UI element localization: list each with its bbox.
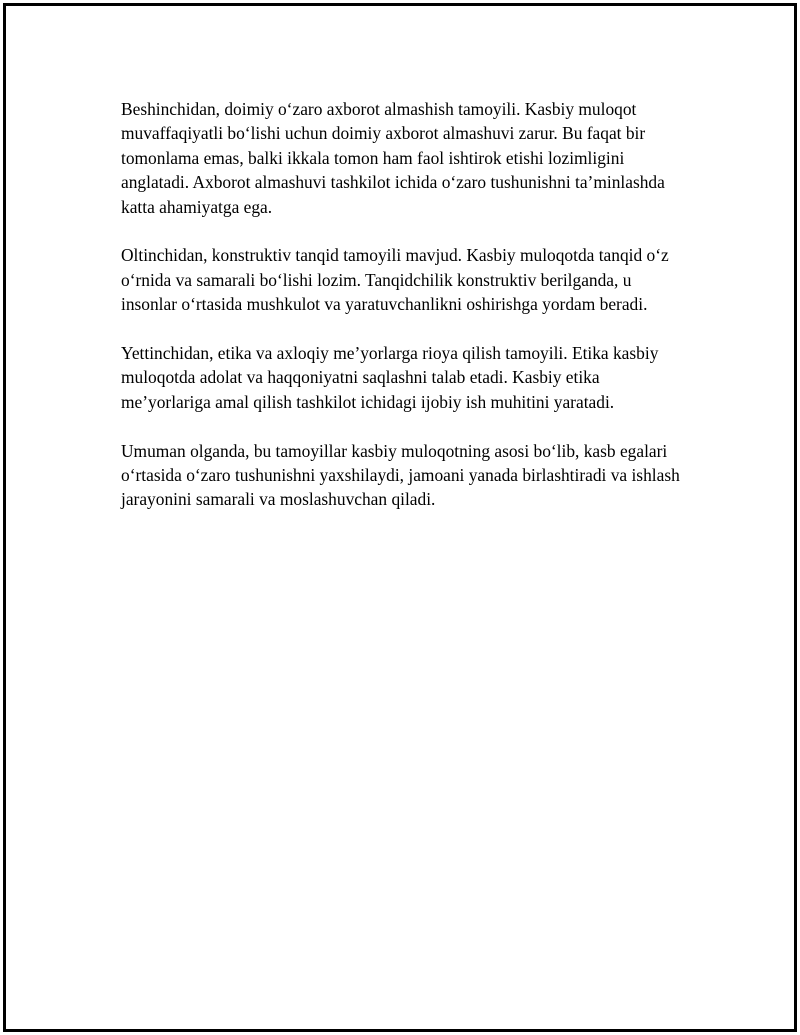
- paragraph-principle-seven: Yettinchidan, etika va axloqiy me’yorlarga rioya qilish tamoyili. Etika kasbiy muloqotda adolat va haqqoniyatni saqlashni talab etadi. Kasbiy etika me’yorlariga amal qilish tashkilot ichidagi ijobiy ish muhitini yaratadi.: [121, 343, 659, 412]
- paragraph-conclusion: Umuman olganda, bu tamoyillar kasbiy muloqotning asosi bo‘lib, kasb egalari o‘rtasida o‘zaro tushunishni yaxshilaydi, jamoani yanada birlashtiradi va ishlash jarayonini samarali va moslashuvchan qiladi.: [121, 440, 680, 510]
- document-page: [3, 3, 797, 1032]
- paragraph-principle-five: Beshinchidan, doimiy o‘zaro axborot almashish tamoyili. Kasbiy muloqot muvaffaqiyatli bo‘lishi uchun doimiy axborot almashuvi zarur. Bu faqat bir tomonlama emas, balki ikkala tomon ham faol ishtirok etishi lozimligini anglatadi. Axborot almashuvi tashkilot ichida o‘zaro tushunishni ta’minlashda katta ahamiyatga ega.: [121, 99, 665, 217]
- document-body: [121, 97, 691, 512]
- paragraph-principle-six: Oltinchidan, konstruktiv tanqid tamoyili mavjud. Kasbiy muloqotda tanqid o‘z o‘rnida va samarali bo‘lishi lozim. Tanqidchilik konstruktiv berilganda, u insonlar o‘rtasida mushkulot va yaratuvchanlikni oshirishga yordam beradi.: [121, 245, 669, 315]
